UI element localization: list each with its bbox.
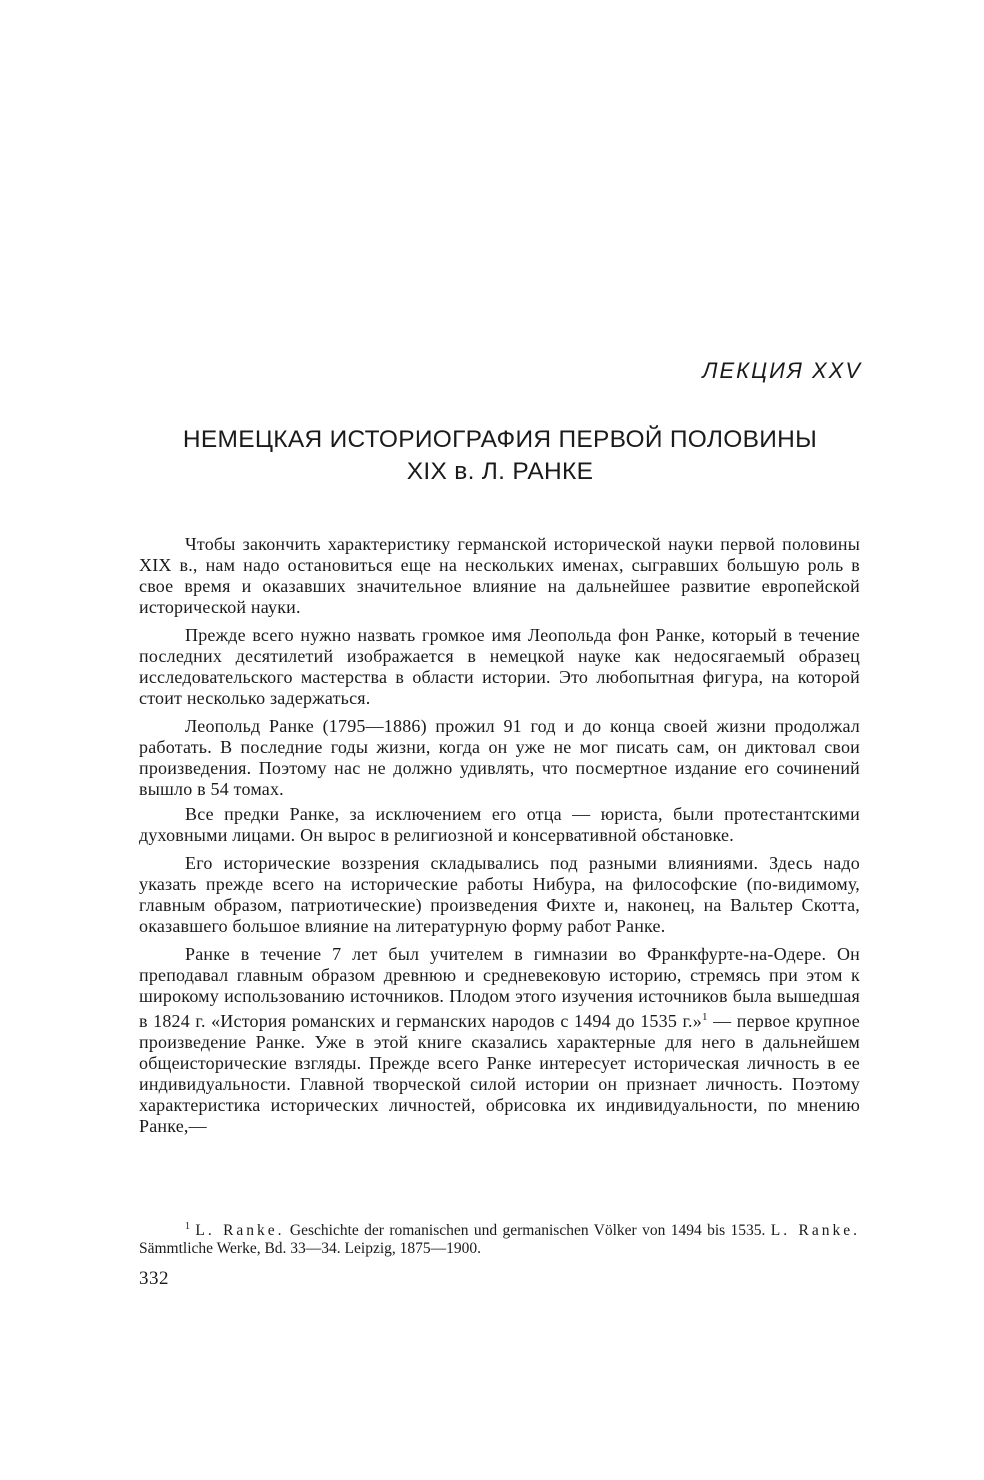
paragraph: Чтобы закончить характеристику германской исторической науки первой половины XIX в., нам надо остановиться еще на нескольких именах, сыгравших большую роль в свое время и оказавших значительное влияние на дальнейшее развитие европейской исторической науки. [139,534,860,617]
paragraph [139,944,860,1137]
paragraph: Прежде всего нужно назвать громкое имя Леопольда фон Ранке, который в течение последних десятилетий изображается в немецкой науке как недосягаемый образец исследовательского мастерства в области истории. Это любопытная фигура, на которой стоит несколько задержаться. [139,625,860,708]
footnote [139,1218,860,1258]
paragraph: Все предки Ранке, за исключением его отца — юриста, были протестантскими духовными лицами. Он вырос в религиозной и консервативной обстановке. [139,804,860,845]
footnote-text: Sämmtliche Werke, Bd. 33—34. Leipzig, 1875—1900. [139,1240,481,1258]
chapter-title-line-1: НЕМЕЦКАЯ ИСТОРИОГРАФИЯ ПЕРВОЙ ПОЛОВИНЫ [182,426,818,453]
chapter-title-line-2: XIX в. Л. РАНКЕ [406,458,594,485]
body-text [139,534,860,1144]
lecture-label: ЛЕКЦИЯ XXV [702,358,862,383]
footnote-mark: 1 [185,1221,190,1232]
paragraph-text: — первое крупное произведение Ранке. Уже в этой книге сказались характерные для него в дальнейшем общеисторические взгляды. Прежде всего Ранке интересует историческая личность в ее индивидуальности. Главной творческой силой истории он признает личность. Поэтому характеристика исторических личностей, обрисовка их индивидуальности, по мнению Ранке,— [139,1011,860,1136]
page-number: 332 [139,1268,169,1289]
footnote-author: L. Ranke. [195,1222,285,1240]
paragraph: Его исторические воззрения складывались под разными влияниями. Здесь надо указать прежде всего на исторические работы Нибура, на философские (по-видимому, главным образом, патриотические) произведения Фихте и, наконец, на Вальтер Скотта, оказавшего большое влияние на литературную форму работ Ранке. [139,853,860,936]
footnote-text: Geschichte der romanischen und germanischen Völker von 1494 bis 1535. [284,1222,771,1240]
footnote-author: L. Ranke. [770,1222,860,1240]
paragraph-text: Ранке в течение 7 лет был учителем в гимназии во Франкфурте-на-Одере. Он преподавал главным образом древнюю и средневековую историю, стремясь при этом к широкому использованию источников. Плодом этого изучения источников была вышедшая в 1824 г. «История романских и германских народов с 1494 до 1535 г.» [139,944,860,1031]
footnote-reference: 1 [701,1011,708,1023]
chapter-title [120,424,880,488]
paragraph: Леопольд Ранке (1795—1886) прожил 91 год и до конца своей жизни продолжал работать. В последние годы жизни, когда он уже не мог писать сам, он диктовал свои произведения. Поэтому нас не должно удивлять, что посмертное издание его сочинений вышло в 54 томах. [139,716,860,799]
